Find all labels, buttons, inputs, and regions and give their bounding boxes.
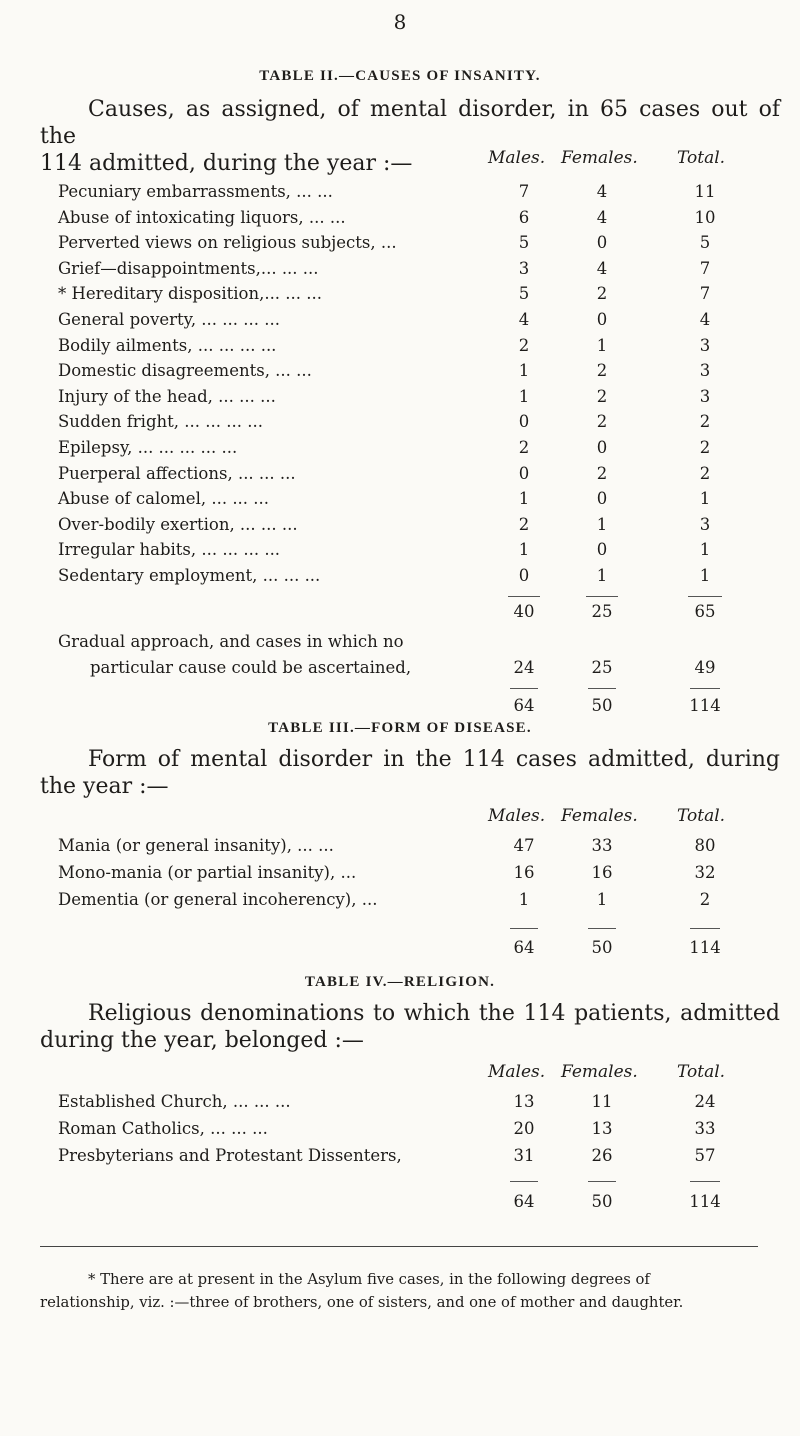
row-label: Abuse of intoxicating liquors, ... ...	[58, 207, 346, 227]
cell-females: 26	[591, 1146, 613, 1165]
cell-males: 7	[518, 182, 530, 201]
row-label: Puerperal affections, ... ... ...	[58, 463, 296, 483]
cell-total: 1	[699, 566, 711, 585]
table-row	[0, 888, 800, 912]
cell-females: 50	[591, 1192, 613, 1211]
cell-total: 2	[699, 412, 711, 432]
table2-intro-line2: 114 admitted, during the year :—	[40, 151, 413, 176]
gradual-line1	[0, 630, 800, 654]
footnote-line1: * There are at present in the Asylum five cases, in the following degrees of	[88, 1271, 650, 1288]
row-label: particular cause could be ascertained,	[90, 658, 412, 677]
header-males: Males.	[488, 148, 546, 168]
row-label: Over-bodily exertion, ... ... ...	[58, 514, 298, 534]
cell-males: 2	[518, 438, 530, 457]
cell-males: 1	[518, 540, 530, 560]
cell-females: 50	[591, 938, 613, 957]
footnote-separator	[40, 1246, 758, 1247]
row-label: Sudden fright, ... ... ... ...	[58, 412, 263, 432]
header-females: Females.	[561, 806, 638, 826]
cell-males: 3	[518, 258, 530, 278]
cell-total: 57	[694, 1146, 716, 1165]
cell-total: 2	[699, 463, 711, 483]
cell-total: 2	[699, 438, 711, 457]
table-row	[0, 359, 800, 383]
cell-total: 10	[694, 207, 716, 227]
cell-total: 2	[699, 890, 711, 909]
cell-males: 6	[518, 207, 530, 227]
cell-total: 7	[699, 258, 711, 278]
table4-intro-line2: during the year, belonged :—	[40, 1028, 364, 1053]
cell-females: 0	[596, 438, 608, 457]
row-label: Presbyterians and Protestant Dissenters,	[58, 1146, 402, 1165]
cell-males: 40	[513, 602, 535, 621]
cell-males: 64	[513, 938, 535, 957]
cell-males: 1	[518, 489, 530, 509]
cell-total: 114	[689, 938, 721, 957]
table-row	[0, 462, 800, 486]
cell-males: 2	[518, 335, 530, 355]
cell-males: 64	[513, 696, 535, 715]
page-number: 8	[393, 10, 407, 34]
cell-total: 114	[689, 696, 721, 715]
cell-females: 33	[591, 836, 613, 855]
cell-males: 1	[518, 361, 530, 381]
table-row	[0, 410, 800, 434]
row-label: Roman Catholics, ... ... ...	[58, 1119, 268, 1138]
row-label: Bodily ailments, ... ... ... ...	[58, 335, 277, 355]
cell-males: 20	[513, 1119, 535, 1138]
cell-total: 4	[699, 310, 711, 329]
header-total: Total.	[677, 148, 726, 168]
cell-females: 1	[596, 566, 608, 585]
table-row	[0, 564, 800, 588]
row-label: Dementia (or general incoherency), ...	[58, 890, 378, 909]
cell-females: 2	[596, 463, 608, 483]
cell-females: 13	[591, 1119, 613, 1138]
row-label: Mania (or general insanity), ... ...	[58, 836, 334, 855]
row-label: Pecuniary embarrassments, ... ...	[58, 182, 333, 201]
cell-females: 1	[596, 335, 608, 355]
table-row	[0, 834, 800, 858]
cell-total: 32	[694, 863, 716, 882]
header-males: Males.	[488, 806, 546, 826]
footnote	[40, 1268, 758, 1314]
cell-total: 49	[694, 658, 716, 677]
cell-females: 50	[591, 696, 613, 715]
cell-females: 2	[596, 284, 608, 304]
rule	[588, 688, 616, 689]
cell-males: 31	[513, 1146, 535, 1165]
row-label: Sedentary employment, ... ... ...	[58, 566, 321, 585]
cell-males: 64	[513, 1192, 535, 1211]
cell-males: 5	[518, 284, 530, 304]
table-row	[0, 538, 800, 562]
table2-subtotal	[0, 600, 800, 624]
cell-total: 5	[699, 233, 711, 253]
cell-males: 4	[518, 310, 530, 329]
gradual-row	[0, 656, 800, 680]
cell-females: 25	[591, 602, 613, 621]
cell-total: 11	[694, 182, 716, 201]
table-row	[0, 861, 800, 885]
cell-females: 16	[591, 863, 613, 882]
cell-total: 3	[699, 386, 711, 406]
cell-males: 0	[518, 463, 530, 483]
table-row	[0, 257, 800, 281]
header-females: Females.	[561, 148, 638, 168]
cell-total: 114	[689, 1192, 721, 1211]
cell-females: 11	[591, 1092, 613, 1111]
header-males: Males.	[488, 1062, 546, 1082]
table-row	[0, 334, 800, 358]
cell-females: 2	[596, 412, 608, 432]
cell-males: 1	[518, 890, 530, 909]
rule	[510, 688, 538, 689]
rule	[688, 596, 722, 597]
row-label: General poverty, ... ... ... ...	[58, 310, 280, 329]
cell-females: 4	[596, 182, 608, 201]
header-total: Total.	[677, 1062, 726, 1082]
cell-total: 3	[699, 514, 711, 534]
row-label: Gradual approach, and cases in which no	[58, 632, 404, 651]
row-label: Perverted views on religious subjects, ...	[58, 233, 397, 253]
table4-intro-line1: Religious denominations to which the 114 patients, admitted	[88, 1001, 780, 1026]
rule	[690, 688, 720, 689]
footnote-line2: relationship, viz. :—three of brothers, one of sisters, and one of mother and	[40, 1294, 607, 1311]
cell-total: 3	[699, 361, 711, 381]
row-label: Injury of the head, ... ... ...	[58, 386, 276, 406]
cell-males: 47	[513, 836, 535, 855]
table3-intro-line1: Form of mental disorder in the 114 cases admitted, during	[88, 747, 780, 772]
table-row	[0, 308, 800, 332]
footnote-line3: daughter.	[611, 1294, 684, 1311]
row-label: Mono-mania (or partial insanity), ...	[58, 863, 357, 882]
rule	[510, 928, 538, 929]
table2-intro-line1: Causes, as assigned, of mental disorder, in 65 cases out of the	[40, 97, 780, 149]
table3-intro	[40, 746, 780, 800]
table-row	[0, 206, 800, 230]
row-label: Epilepsy, ... ... ... ... ...	[58, 438, 238, 457]
cell-males: 24	[513, 658, 535, 677]
cell-females: 25	[591, 658, 613, 677]
table4-total	[0, 1190, 800, 1214]
cell-females: 0	[596, 489, 608, 509]
cell-males: 0	[518, 412, 530, 432]
cell-total: 3	[699, 335, 711, 355]
table-row	[0, 1144, 800, 1168]
row-label: Irregular habits, ... ... ... ...	[58, 540, 281, 560]
header-females: Females.	[561, 1062, 638, 1082]
table-row	[0, 513, 800, 537]
cell-males: 2	[518, 514, 530, 534]
rule	[510, 1181, 538, 1182]
header-total: Total.	[677, 806, 726, 826]
table3-total	[0, 936, 800, 960]
cell-males: 5	[518, 233, 530, 253]
cell-total: 7	[699, 284, 711, 304]
table4-title: TABLE IV.—RELIGION.	[304, 974, 496, 990]
table4-header	[0, 1062, 800, 1086]
cell-total: 1	[699, 540, 711, 560]
row-label: Established Church, ... ... ...	[58, 1092, 291, 1111]
table-row	[0, 487, 800, 511]
table-row	[0, 180, 800, 204]
rule	[690, 1181, 720, 1182]
cell-females: 2	[596, 386, 608, 406]
cell-total: 33	[694, 1119, 716, 1138]
rule	[588, 928, 616, 929]
cell-males: 1	[518, 386, 530, 406]
row-label: * Hereditary disposition,... ... ...	[58, 284, 323, 304]
cell-total: 1	[699, 489, 711, 509]
rule	[508, 596, 540, 597]
table-row	[0, 282, 800, 306]
rule	[586, 596, 618, 597]
table2-grand-total	[0, 694, 800, 718]
table-row	[0, 436, 800, 460]
cell-females: 0	[596, 233, 608, 253]
cell-total: 24	[694, 1092, 716, 1111]
row-label: Grief—disappointments,... ... ...	[58, 258, 319, 278]
table-row	[0, 385, 800, 409]
cell-females: 0	[596, 540, 608, 560]
table-row	[0, 1117, 800, 1141]
table3-title: TABLE III.—FORM OF DISEASE.	[268, 720, 532, 736]
row-label: Domestic disagreements, ... ...	[58, 361, 312, 381]
table2-header	[0, 148, 800, 172]
cell-females: 1	[596, 890, 608, 909]
table2-title: TABLE II.—CAUSES OF INSANITY.	[259, 68, 541, 84]
cell-females: 4	[596, 207, 608, 227]
rule	[690, 928, 720, 929]
cell-females: 0	[596, 310, 608, 329]
cell-males: 0	[518, 566, 530, 585]
table3-intro-line2: the year :—	[40, 774, 169, 799]
cell-females: 4	[596, 258, 608, 278]
cell-males: 16	[513, 863, 535, 882]
table3-header	[0, 806, 800, 830]
cell-females: 1	[596, 514, 608, 534]
cell-males: 13	[513, 1092, 535, 1111]
table-row	[0, 231, 800, 255]
cell-total: 80	[694, 836, 716, 855]
table4-intro	[40, 1000, 780, 1054]
row-label: Abuse of calomel, ... ... ...	[58, 489, 270, 509]
cell-total: 65	[694, 602, 716, 621]
table-row	[0, 1090, 800, 1114]
rule	[588, 1181, 616, 1182]
cell-females: 2	[596, 361, 608, 381]
